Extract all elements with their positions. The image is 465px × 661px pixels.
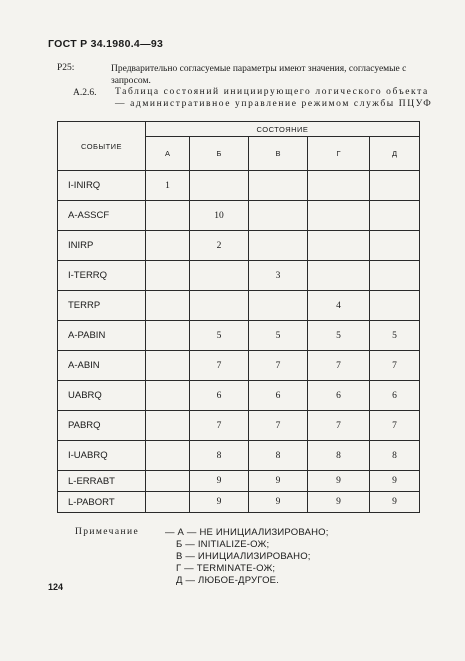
state-column-d: Д [370,137,420,171]
note-line: Д — ЛЮБОЕ-ДРУГОЕ. [176,575,280,586]
state-cell: 2 [190,231,249,261]
state-column-header: СОСТОЯНИЕ [146,122,420,137]
state-cell [370,231,420,261]
state-cell [249,171,308,201]
state-cell: 7 [370,411,420,441]
table-row [58,441,420,471]
state-column-g: Г [308,137,370,171]
state-cell [146,411,190,441]
state-cell [370,171,420,201]
state-cell: 9 [370,492,420,513]
state-cell: 7 [190,411,249,441]
table-row [58,471,420,492]
state-cell [249,201,308,231]
state-cell [146,351,190,381]
table-row [58,291,420,321]
state-cell: 5 [308,321,370,351]
event-cell: PABRQ [58,411,146,441]
note-line: Б — INITIALIZE-ОЖ; [176,539,270,550]
state-cell: 7 [370,351,420,381]
event-cell: I-UABRQ [58,441,146,471]
section-number: А.2.6. [73,88,97,98]
section-title: Таблица состояний инициирующего логического объекта — административное управление режимом службы ПЦУФ [115,87,433,109]
state-cell: 4 [308,291,370,321]
state-cell: 8 [190,441,249,471]
state-cell [146,261,190,291]
event-cell: L-ERRABT [58,471,146,492]
table-row [58,381,420,411]
state-cell [308,171,370,201]
state-cell: 5 [370,321,420,351]
state-cell [190,261,249,291]
table-row [58,492,420,513]
state-cell [370,261,420,291]
event-cell: A-ASSCF [58,201,146,231]
state-cell [308,201,370,231]
state-cell [190,171,249,201]
state-cell: 1 [146,171,190,201]
state-cell: 7 [249,411,308,441]
state-cell: 6 [308,381,370,411]
state-cell [146,291,190,321]
state-cell: 7 [190,351,249,381]
page-number: 124 [48,582,64,592]
state-cell: 8 [249,441,308,471]
state-table [57,121,420,513]
state-cell [308,231,370,261]
table-row [58,201,420,231]
event-cell: UABRQ [58,381,146,411]
state-cell: 6 [370,381,420,411]
state-cell [370,291,420,321]
state-cell: 6 [190,381,249,411]
event-cell: A-PABIN [58,321,146,351]
table-row [58,351,420,381]
event-cell: INIRP [58,231,146,261]
state-cell: 7 [249,351,308,381]
state-cell: 8 [370,441,420,471]
state-cell: 9 [190,492,249,513]
state-cell [370,201,420,231]
state-cell: 9 [190,471,249,492]
state-cell [146,441,190,471]
table-row [58,321,420,351]
state-cell: 9 [308,492,370,513]
table-row [58,261,420,291]
state-cell: 10 [190,201,249,231]
state-column-v: В [249,137,308,171]
state-cell [249,231,308,261]
state-cell [146,492,190,513]
state-column-a: А [146,137,190,171]
event-cell: A-ABIN [58,351,146,381]
state-cell [249,291,308,321]
state-cell: 7 [308,411,370,441]
state-cell [190,291,249,321]
note-line: — А — НЕ ИНИЦИАЛИЗИРОВАНО; [165,527,329,538]
state-cell: 6 [249,381,308,411]
state-cell: 9 [308,471,370,492]
event-cell: TERRP [58,291,146,321]
state-cell: 5 [190,321,249,351]
state-cell: 8 [308,441,370,471]
note-line: Г — TERMINATE-ОЖ; [176,563,276,574]
table-row [58,171,420,201]
event-cell: L-PABORT [58,492,146,513]
state-cell: 9 [249,471,308,492]
event-cell: I-INIRQ [58,171,146,201]
parameter-description: Предварительно согласуемые параметры имеют значения, согласуемые с запросом. [111,64,407,86]
state-cell [146,381,190,411]
state-cell: 5 [249,321,308,351]
note-label: Примечание [75,527,140,537]
event-column-header: СОБЫТИЕ [58,122,146,171]
state-cell [308,261,370,291]
state-cell [146,201,190,231]
state-cell: 9 [370,471,420,492]
state-cell: 7 [308,351,370,381]
table-row [58,411,420,441]
state-cell [146,321,190,351]
event-cell: I-TERRQ [58,261,146,291]
state-column-b: Б [190,137,249,171]
note-line: В — ИНИЦИАЛИЗИРОВАНО; [176,551,311,562]
state-cell [146,471,190,492]
document-header: ГОСТ Р 34.1980.4—93 [48,38,164,50]
parameter-label: Р25: [57,63,75,73]
table-row [58,231,420,261]
state-cell [146,231,190,261]
state-cell: 3 [249,261,308,291]
state-cell: 9 [249,492,308,513]
